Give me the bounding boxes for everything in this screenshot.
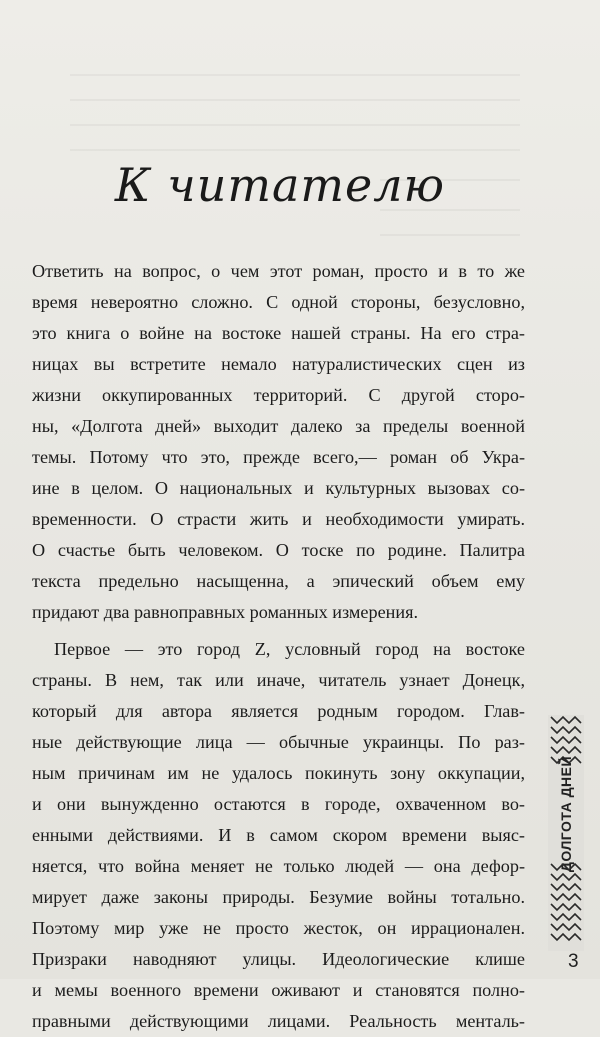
text-line: и мемы военного времени оживают и становятся полно- xyxy=(32,980,525,1000)
text-line: ным причинам им не удалось покинуть зону оккупации, xyxy=(32,763,525,783)
text-line: мирует даже законы природы. Безумие войны тотально. xyxy=(32,887,525,907)
side-tab-label: ДОЛГОТА ДНЕЙ xyxy=(558,755,575,873)
text-line: и они вынужденно остаются в городе, охваченном во- xyxy=(32,794,525,814)
text-line: жизни оккупированных территорий. С другой сторо- xyxy=(32,385,525,405)
text-line: текста предельно насыщенна, а эпический объем ему xyxy=(32,571,525,591)
text-line: временности. О страсти жить и необходимости умирать. xyxy=(32,509,525,529)
text-line: время невероятно сложно. С одной стороны, безусловно, xyxy=(32,292,525,312)
text-line: темы. Потому что это, прежде всего,— роман об Укра- xyxy=(32,447,525,467)
paragraph-1 xyxy=(32,256,525,628)
body-text xyxy=(32,256,525,1037)
side-tab-title xyxy=(549,755,583,873)
page-number: 3 xyxy=(568,951,579,972)
text-line: няется, что война меняет не только людей — она дефор- xyxy=(32,856,525,876)
text-line: ны, «Долгота дней» выходит далеко за пределы военной xyxy=(32,416,525,436)
text-line: страны. В нем, так или иначе, читатель узнает Донецк, xyxy=(32,670,525,690)
page-title: К читателю xyxy=(114,158,446,212)
text-line: Первое — это город Z, условный город на востоке xyxy=(54,639,525,659)
ornament-pattern-bottom xyxy=(549,860,583,948)
text-line: правными действующими лицами. Реальность менталь- xyxy=(32,1011,525,1031)
text-line: Призраки наводняют улицы. Идеологические клише xyxy=(32,949,525,969)
text-line: ине в целом. О национальных и культурных вызовах со- xyxy=(32,478,525,498)
text-line: енными действиями. И в самом скором времени выяс- xyxy=(32,825,525,845)
text-line: придают два равноправных романных измерения. xyxy=(32,602,419,622)
text-line: который для автора является родным городом. Глав- xyxy=(32,701,525,721)
text-line: ницах вы встретите немало натуралистических сцен из xyxy=(32,354,525,374)
text-line: ные действующие лица — обычные украинцы. По раз- xyxy=(32,732,525,752)
paragraph-2 xyxy=(32,634,525,1037)
text-line: О счастье быть человеком. О тоске по родине. Палитра xyxy=(32,540,525,560)
text-line: Поэтому мир уже не просто жесток, он иррационален. xyxy=(32,918,525,938)
text-line: это книга о войне на востоке нашей страны. На его стра- xyxy=(32,323,525,343)
text-line: Ответить на вопрос, о чем этот роман, просто и в то же xyxy=(32,261,525,281)
